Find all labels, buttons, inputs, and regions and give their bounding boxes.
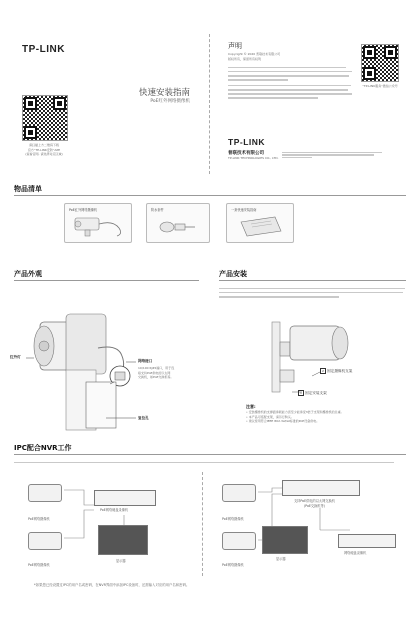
package-item-label: 一套快速安装指南 bbox=[231, 208, 257, 212]
legal-copyright: Copyright © 2020 普联技术有限公司 bbox=[228, 52, 281, 56]
note-text: 建议使用符合IEEE 802.3af/at标准的PoE设备供电。 bbox=[248, 419, 320, 423]
camera-illustration bbox=[73, 214, 127, 240]
port-description-line: 交换机，如PoE交换机等。 bbox=[138, 375, 174, 379]
ipc-camera-icon bbox=[28, 484, 62, 502]
cover-qr-caption-line: 官方“TP-LINK安防”APP bbox=[27, 147, 61, 152]
ipc-camera-icon bbox=[28, 532, 62, 550]
ipc-label: PoE网络摄像机 bbox=[222, 517, 244, 521]
package-item-camera bbox=[64, 203, 132, 243]
install-step-label: 固定安装支架 bbox=[305, 391, 327, 395]
waterproof-kit-illustration bbox=[155, 216, 203, 238]
ipc-camera-icon bbox=[222, 484, 256, 502]
notes-title: 注意: bbox=[246, 404, 256, 409]
wechat-qr-caption: “TP-LINK服务”微信公众号 bbox=[362, 84, 398, 88]
install-heading: 产品安装 bbox=[219, 270, 247, 278]
poe-switch-label bbox=[294, 498, 335, 508]
install-step-2: 1 固定安装支架 bbox=[298, 390, 327, 396]
legal-body-text bbox=[228, 64, 352, 102]
nvr-heading: IPC配合NVR工作 bbox=[14, 444, 72, 452]
poe-nvr-icon bbox=[94, 490, 156, 506]
section-divider bbox=[14, 195, 406, 196]
cover-title: 快速安装指南 bbox=[138, 88, 190, 98]
poe-switch-label-line: 支持PoE供电的以太网交换机 bbox=[294, 499, 335, 503]
package-heading: 物品清单 bbox=[14, 185, 42, 193]
nvr-label: 网络硬盘录像机 bbox=[344, 551, 367, 555]
callout-port-description bbox=[138, 366, 174, 380]
cover-brand-logo: TP-LINK bbox=[22, 44, 65, 55]
nvr-diagram-switch bbox=[210, 470, 406, 570]
monitor-icon bbox=[262, 526, 308, 554]
poe-nvr-label: PoE网络硬盘录像机 bbox=[100, 508, 129, 512]
legal-rights: 版权所有，保留所有权利 bbox=[228, 57, 262, 61]
install-intro-text bbox=[219, 285, 405, 300]
package-item-label: PoE红外网络摄像机 bbox=[69, 208, 98, 212]
poe-switch-icon bbox=[282, 480, 360, 496]
cover-qr-caption-line: (查看官网, 请选择对应区域) bbox=[25, 152, 63, 156]
cover-qr-caption-line: 请扫描上方二维码下载 bbox=[28, 143, 59, 147]
diagram-divider bbox=[202, 472, 203, 576]
guide-illustration bbox=[237, 214, 287, 240]
appearance-heading: 产品外观 bbox=[14, 270, 42, 278]
section-divider bbox=[219, 280, 406, 281]
poe-switch-label-line: (PoE交换机等) bbox=[303, 504, 325, 508]
cover-subtitle: PoE红外网络摄像机 bbox=[150, 99, 190, 104]
section-divider bbox=[14, 280, 199, 281]
port-description-line: 接支持PoE供电的以太网 bbox=[138, 370, 171, 375]
legal-company-name: 普联技术有限公司 bbox=[228, 151, 264, 156]
nvr-footnote: *如果您已经设置过IPC的用户名或密码，在NVR界面中添加IPC设备时，还需输入对应的用户名和密码。 bbox=[34, 583, 190, 587]
callout-network-port: 网络接口 bbox=[138, 359, 153, 363]
install-diagram bbox=[262, 312, 372, 402]
note-text: 安装摄像机的支撑面承载能力需至少能承受3倍于支架和摄像机的总重。 bbox=[248, 410, 344, 414]
note-item: • 建议使用符合IEEE 802.3af/at标准的PoE设备供电。 bbox=[246, 419, 320, 423]
legal-company-name-en: TP-LINK TECHNOLOGIES CO., LTD. bbox=[228, 156, 279, 160]
nvr-icon bbox=[338, 534, 396, 548]
ipc-camera-icon bbox=[222, 532, 256, 550]
port-description-line: 10/100 RJ45端口，用于连 bbox=[138, 366, 175, 370]
fold-line bbox=[209, 34, 210, 174]
callout-reset-hole: 复位孔 bbox=[138, 416, 149, 420]
note-item: • 本产品可搭配支架，请另行购买。 bbox=[246, 414, 294, 419]
package-item-waterproof-kit bbox=[146, 203, 210, 243]
note-text: 本产品可搭配支架，请另行购买。 bbox=[248, 414, 294, 419]
note-item: • 安装摄像机的支撑面承载能力需至少能承受3倍于支架和摄像机的总重。 bbox=[246, 410, 344, 414]
nvr-intro-text bbox=[14, 459, 394, 466]
section-divider bbox=[14, 454, 406, 455]
package-item-guide bbox=[226, 203, 294, 243]
legal-brand-logo: TP-LINK bbox=[228, 137, 266, 147]
wechat-qr-code bbox=[361, 44, 399, 82]
ipc-label: PoE网络摄像机 bbox=[28, 563, 50, 567]
camera-appearance-diagram bbox=[26, 310, 206, 438]
ipc-label: PoE网络摄像机 bbox=[222, 563, 244, 567]
legal-heading: 声明 bbox=[228, 42, 242, 50]
install-step-1: 2 固定摄像机支架 bbox=[320, 368, 352, 374]
legal-address-lines bbox=[282, 150, 382, 160]
monitor-label: 显示器 bbox=[116, 559, 126, 563]
callout-ir-lamp: 红外灯 bbox=[10, 355, 21, 359]
ipc-label: PoE网络摄像机 bbox=[28, 517, 50, 521]
install-step-label: 固定摄像机支架 bbox=[327, 369, 353, 373]
monitor-label: 显示器 bbox=[276, 557, 286, 561]
install-notes bbox=[246, 404, 406, 424]
cover-qr-caption bbox=[12, 143, 76, 157]
cover-qr-code bbox=[22, 95, 68, 141]
monitor-icon bbox=[98, 525, 148, 555]
package-item-label: 防水套件 bbox=[151, 208, 164, 212]
nvr-diagram-poe bbox=[14, 470, 200, 570]
